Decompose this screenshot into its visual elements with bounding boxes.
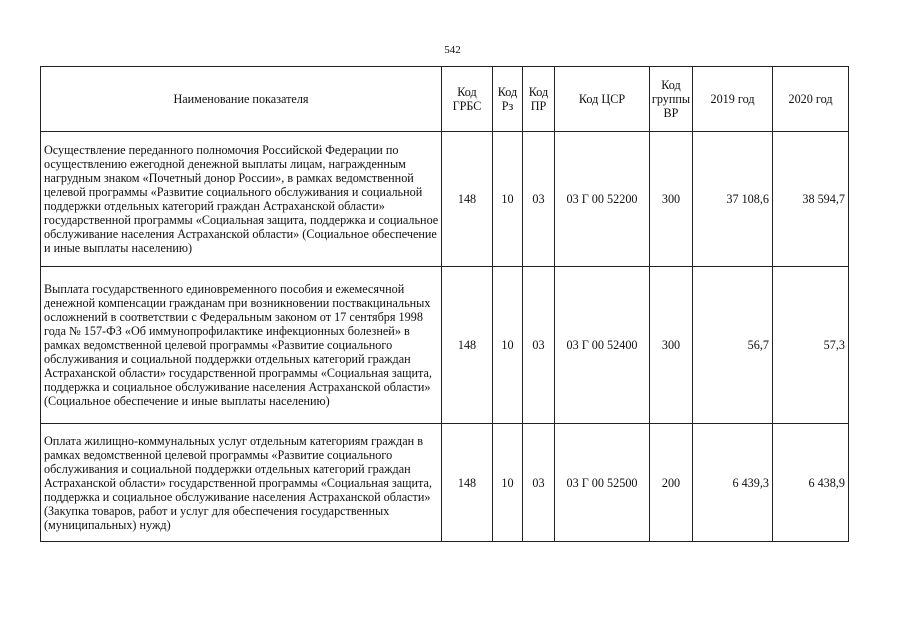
page-number: 542 <box>444 44 461 56</box>
row-vr: 300 <box>650 132 693 267</box>
header-vr: Код группы ВР <box>650 67 693 132</box>
table-row <box>41 267 849 424</box>
row-rz: 10 <box>493 132 523 267</box>
row-csr: 03 Г 00 52400 <box>555 267 650 424</box>
row-pr: 03 <box>523 424 555 542</box>
row-grbs: 148 <box>442 267 493 424</box>
table-header-row <box>41 67 849 132</box>
row-vr: 300 <box>650 267 693 424</box>
row-rz: 10 <box>493 424 523 542</box>
budget-table <box>40 66 849 542</box>
row-2020: 6 438,9 <box>773 424 849 542</box>
header-name: Наименование показателя <box>41 67 442 132</box>
row-2020: 57,3 <box>773 267 849 424</box>
row-2020: 38 594,7 <box>773 132 849 267</box>
row-csr: 03 Г 00 52500 <box>555 424 650 542</box>
table-row <box>41 424 849 542</box>
row-name: Оплата жилищно-коммунальных услуг отдельным категориям граждан в рамках ведомственной целевой программы «Развитие социального обслуживания и социальной поддержки отдельных категорий граждан Астраханской области» государственной программы «Социальная защита, поддержка и социальное обслуживание населения Астраханской области» (Закупка товаров, работ и услуг для обеспечения государственных (муниципальных) нужд) <box>41 424 442 542</box>
header-pr: Код ПР <box>523 67 555 132</box>
header-csr: Код ЦСР <box>555 67 650 132</box>
row-2019: 37 108,6 <box>693 132 773 267</box>
row-grbs: 148 <box>442 424 493 542</box>
row-vr: 200 <box>650 424 693 542</box>
header-2020: 2020 год <box>773 67 849 132</box>
row-pr: 03 <box>523 132 555 267</box>
table-row <box>41 132 849 267</box>
header-grbs: Код ГРБС <box>442 67 493 132</box>
row-csr: 03 Г 00 52200 <box>555 132 650 267</box>
row-name: Выплата государственного единовременного пособия и ежемесячной денежной компенсации гражданам при возникновении поствакцинальных осложнений в соответствии с Федеральным законом от 17 сентября 1998 года № 157-ФЗ «Об иммунопрофилактике инфекционных болезней» в рамках ведомственной целевой программы «Развитие социального обслуживания и социальной поддержки отдельных категорий граждан Астраханской области» государственной программы «Социальная защита, поддержка и социальное обслуживание населения Астраханской области» (Социальное обеспечение и иные выплаты населению) <box>41 267 442 424</box>
row-pr: 03 <box>523 267 555 424</box>
row-2019: 56,7 <box>693 267 773 424</box>
header-rz: Код Рз <box>493 67 523 132</box>
row-rz: 10 <box>493 267 523 424</box>
row-grbs: 148 <box>442 132 493 267</box>
header-2019: 2019 год <box>693 67 773 132</box>
row-2019: 6 439,3 <box>693 424 773 542</box>
row-name: Осуществление переданного полномочия Российской Федерации по осуществлению ежегодной денежной выплаты лицам, награжденным нагрудным знаком «Почетный донор России», в рамках ведомственной целевой программы «Развитие социального обслуживания и социальной поддержки отдельных категорий граждан Астраханской области» государственной программы «Социальная защита, поддержка и социальное обслуживание населения Астраханской области» (Социальное обеспечение и иные выплаты населению) <box>41 132 442 267</box>
